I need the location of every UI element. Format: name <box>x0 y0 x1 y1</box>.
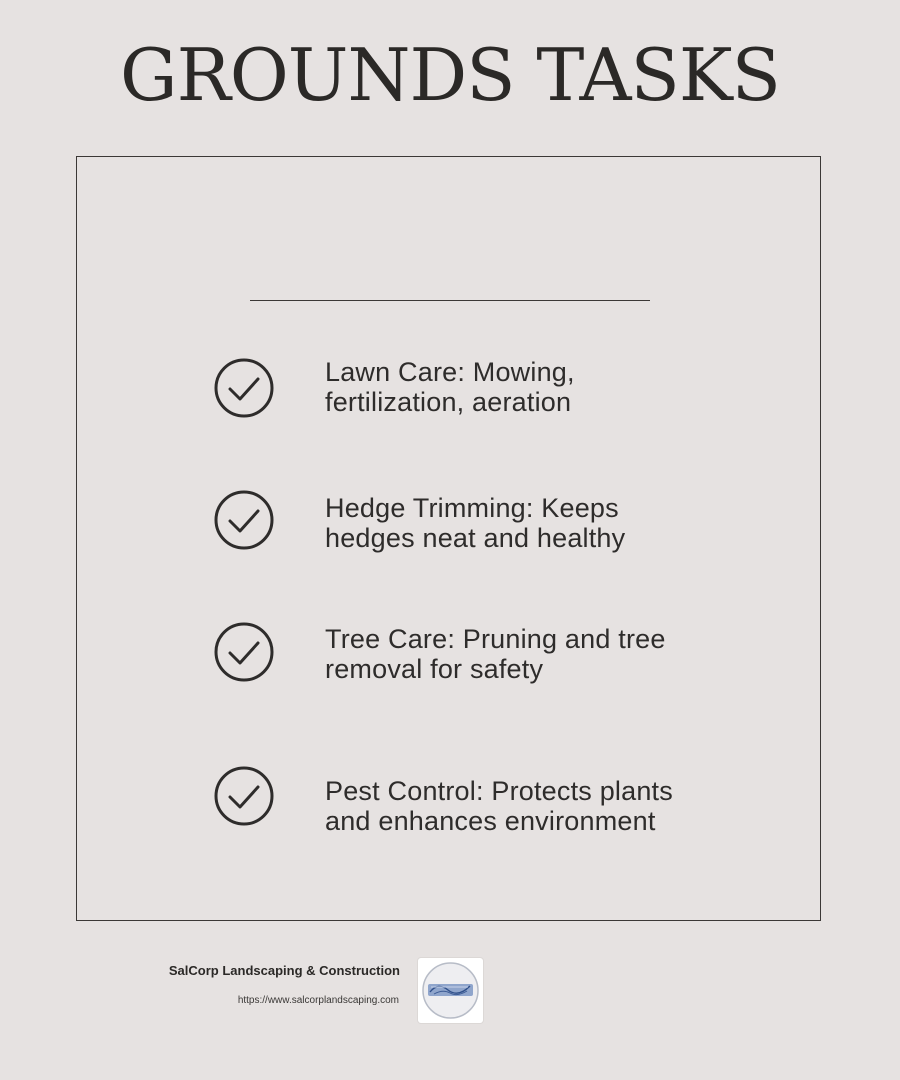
task-line-2: hedges neat and healthy <box>325 523 626 553</box>
company-logo[interactable] <box>418 958 483 1023</box>
task-label <box>325 493 745 553</box>
task-line-2: fertilization, aeration <box>325 387 572 417</box>
company-logo-icon <box>418 958 483 1023</box>
company-url[interactable]: https://www.salcorplandscaping.com <box>237 995 399 1006</box>
task-label <box>325 624 745 684</box>
divider-line <box>250 300 650 301</box>
check-circle-icon <box>212 356 276 420</box>
check-circle-icon <box>212 764 276 828</box>
task-line-2: and enhances environment <box>325 806 656 836</box>
company-name: SalCorp Landscaping & Construction <box>168 963 400 978</box>
task-line-1: Pest Control: Protects plants <box>325 776 673 806</box>
task-line-1: Lawn Care: Mowing, <box>325 357 575 387</box>
check-circle-icon <box>212 620 276 684</box>
task-label <box>325 776 745 836</box>
check-circle-icon <box>212 488 276 552</box>
task-line-1: Hedge Trimming: Keeps <box>325 493 619 523</box>
task-label <box>325 357 745 417</box>
task-line-2: removal for safety <box>325 654 544 684</box>
task-line-1: Tree Care: Pruning and tree <box>325 624 666 654</box>
page-title: GROUNDS TASKS <box>120 33 780 117</box>
